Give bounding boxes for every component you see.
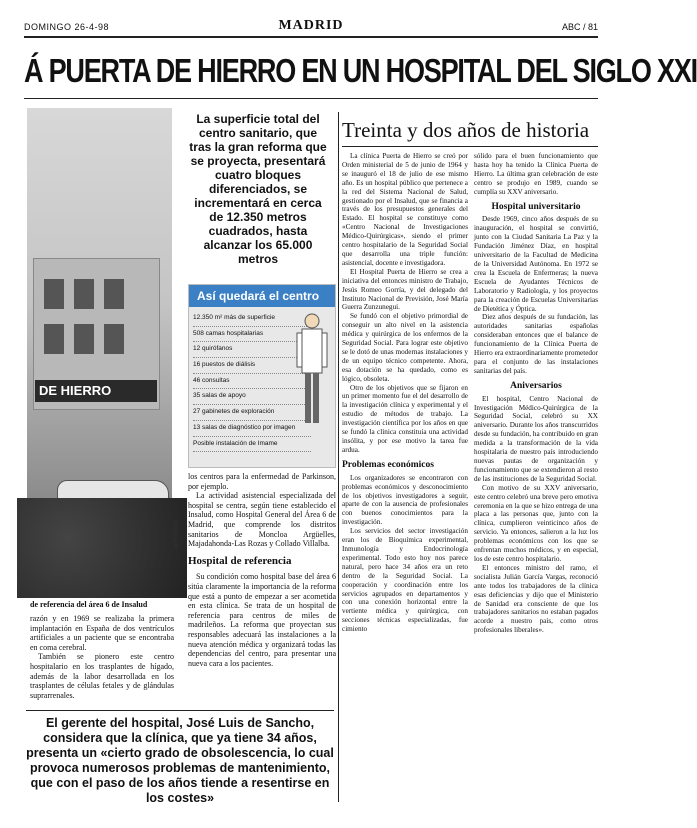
paragraph: La actividad asistencial especializada del hospital se centra, según tiene establecido el Insalud, como Hospital General del Área 6 de Madrid, que comprende los distritos sanitarios de Moncloa Argüelles, Majadahonda-Las Rozas y Collado Villalba. [188,491,336,549]
column-divider [338,112,339,802]
infobox-item: 27 gabinetes de exploración [193,405,311,421]
paragraph: Con motivo de su XXV aniversario, este centro celebró una breve pero emotiva ceremonia en la que se hizo entrega de una placa a las personas que, junto con la clínica, cumplieron veinticinco años de servicio. Ya entonces, salieron a la luz los problemas económicos con los que se enfrentan muchos médicos, y en especial, los de este centro hospitalario. [474,483,598,563]
sidebar-column-b [474,152,598,635]
left-column [30,614,174,700]
paragraph: los centros para la enfermedad de Parkinson, por ejemplo. [188,472,336,491]
infobox-item: Posible instalación de Imame [193,437,311,453]
paragraph: Diez años después de su fundación, las autoridades sanitarias españolas consideraban entonces que el balance de funcionamiento de la Clínica Puerta de Hierro era extraordinariamente prometedor para el conjunto de las instalaciones sanitarias del país. [474,313,598,375]
page-header [24,18,598,38]
middle-column [188,472,336,668]
header-page-number: ABC / 81 [561,22,598,32]
paragraph: El Hospital Puerta de Hierro se crea a iniciativa del entonces ministro de Trabajo, Jesús Romeo Gorría, y del delegado del Instituto Nacional de Previsión, José María Guerra Zunzunegui. [342,267,468,312]
subheading: Hospital universitario [491,201,581,212]
paragraph: Desde 1969, cinco años después de su inauguración, el hospital se convirtió, junto con la Ciudad Sanitaria La Paz y la Fundación Jiménez Díaz, en hospital universitario de la Facultad de Medicina de la Universidad Autónoma. En 1972 se crea la Escuela de Enfermeras; la nueva Escuela de Ayudantes Técnicos de Laboratorio y Radiología, y los proyectos para la creación de Escuelas Universitarias de Dietética y Óptica. [474,215,598,313]
infobox-item: 12 quirófanos [193,342,311,358]
sidebar-title: Treinta y dos años de historia [342,118,590,142]
photo-caption: de referencia del área 6 de Insalud [30,600,148,609]
sidebar-column-a [342,152,468,634]
subheading: Problemas económicos [342,459,434,470]
infobox-item: 508 camas hospitalarias [193,327,311,343]
paragraph: Los servicios del sector investigación eran los de Bioquímica experimental, Inmunología y Endocrinología experimental. Todo esto hoy nos parece natural, pero hace 34 años era un reto dentro de la Seguridad Social. La cooperación y coordinación entre los servicios agrupados en departamentos y con una conexión horizontal entre la vertiente médica y quirúrgica, con secciones técnicas especializadas, fue cimiento [342,527,468,634]
header-section: MADRID [278,18,344,33]
paragraph: Se fundó con el objetivo primordial de conseguir un alto nivel en la asistencia médica y quirúrgica de los enfermos de la Seguridad Social. Para lograr este objetivo se le dotó de unas modernas instalaciones y de un equipo técnico competente. Ahora, esa dotación se ha quedado, como es lógico, obsoleta. [342,312,468,383]
subheading: Aniversarios [510,380,562,391]
hospital-photo [27,108,172,596]
paragraph: El hospital, Centro Nacional de Investigación Médico-Quirúrgica de la Seguridad Social, celebró su XX aniversario. Durante los años transcurridos desde su fundación, ha contribuido en gran medida a la transformación de la vida hospitalaria de nuestro país introduciendo nuevas pautas de organización y funcionamiento que se extendieron al resto de las instituciones de la Seguridad Social. [474,394,598,483]
infobox-item: 12.350 m² más de superficie [193,311,311,327]
paragraph: razón y en 1969 se realizaba la primera implantación en España de dos ventrículos artificiales a un paciente que se encontraba en coma cerebral. [30,614,174,652]
subheading: Hospital de referencia [188,554,292,567]
foliage-shape [17,498,187,598]
deck-summary: La superficie total del centro sanitario, que tras la gran reforma que se proyecta, presentará cuatro bloques diferenciados, se incrementará en cerca de 12.350 metros cuadrados, hasta alcanzar los 65.000 metros [189,112,327,266]
infobox-item: 46 consultas [193,374,311,390]
header-date: DOMINGO 26-4-98 [24,22,110,32]
photo-credit: Jaime García [173,520,179,550]
infobox-item: 16 puestos de diálisis [193,358,311,374]
infobox-item: 13 salas de diagnóstico por imagen [193,421,311,437]
infobox [188,284,336,468]
paragraph: El entonces ministro del ramo, el socialista Julián García Vargas, reconoció ante todos los trabajadores de la clínica esas deficiencias y dijo que el Ministerio de Sanidad era consciente de que los trabajadores sanitarios no estaban pagados acorde a nuestro país, como otros profesionales liberales». [474,563,598,635]
headline: Á PUERTA DE HIERRO EN UN HOSPITAL DEL SIGLO XXI [24,52,697,89]
doctor-illustration [295,311,329,431]
hospital-sign: DE HIERRO [35,380,157,402]
headline-rule [24,98,598,99]
paragraph: Su condición como hospital base del área 6 sitúa claramente la importancia de la reforma que está a punto de empezar a ser acometida en esta clínica. Se trata de un hospital de referencia para centros de miles de madrileños. La reforma que proyectan sus responsables adecuará las instalaciones a la nueva atención médica y organizará todas las dependencias del centro, para presentar una nueva cara a los pacientes. [188,572,336,668]
paragraph: La clínica Puerta de Hierro se creó por Orden ministerial de 5 de junio de 1964 y se inauguró el 18 de julio de ese mismo año. Es un hospital público que pertenece a la red del Sistema Nacional de Salud, gestionado por el Insalud, que se financia a través de los presupuestos generales del Estado. El hospital se constituye como «Centro Nacional de Investigaciones Médico-Quirúrgicas», siendo el primer centro hospitalario de la Seguridad Social que desarrolla una triple función: asistencial, docente e investigadora. [342,152,468,267]
infobox-item: 35 salas de apoyo [193,389,311,405]
pull-quote-rule [26,710,334,711]
sidebar-title-rule [342,146,598,147]
paragraph: También se pionero este centro hospitalario en los trasplantes de hígado, además de la labor desarrollada en los trasplantes de células fetales y de glándulas suprarrenales. [30,652,174,700]
paragraph: Los organizadores se encontraron con problemas económicos y desconocimiento de los objetivos investigadores a seguir, aparte de con la ausencia de profesionales con buenos conocimientos para la investigación. [342,473,468,527]
paragraph: sólido para el buen funcionamiento que hasta hoy ha tenido la Clínica Puerta de Hierro. La última gran celebración de este centro se produjo en 1989, cuando se cumplía su XXV aniversario. [474,152,598,196]
pull-quote: El gerente del hospital, José Luis de Sancho, considera que la clínica, que ya tiene 34 años, presenta un «cierto grado de obsolescencia, lo cual provoca numerosos problemas de mantenimiento, que con el paso de los años tiende a resentirse en los costes» [26,716,334,805]
infobox-title: Así quedará el centro [189,285,335,307]
paragraph: Otro de los objetivos que se fijaron en un primer momento fue el del desarrollo de la investigación clínica y experimental y el estudio de métodos de trabajo. La investigación científica por los años en que se fundó la clínica constituía una actividad insólita, y por ese motivo la tarea fue ardua. [342,383,468,454]
